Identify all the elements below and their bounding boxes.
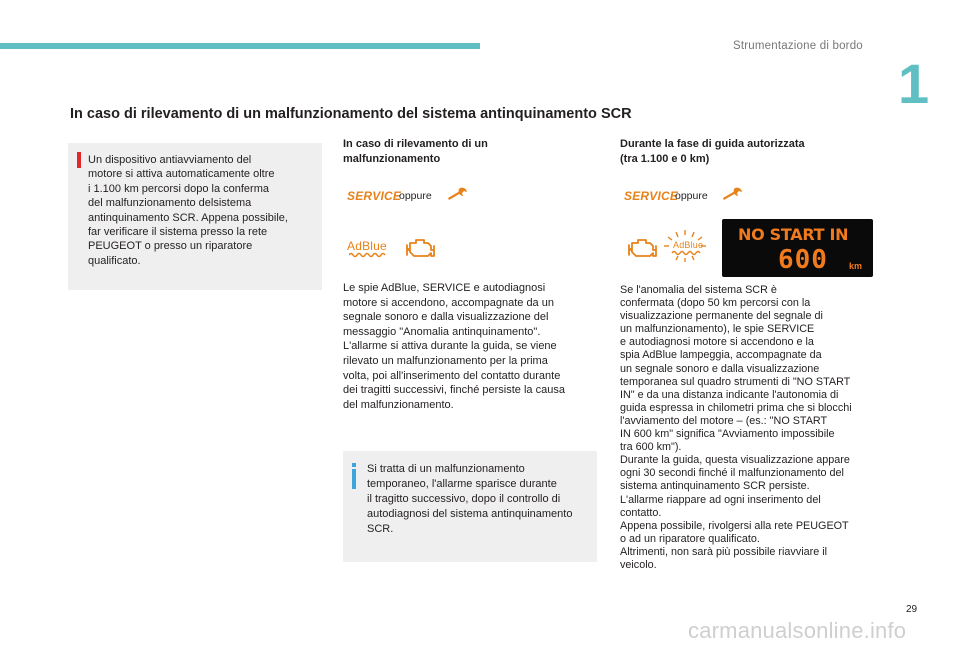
detection-body-text: Le spie AdBlue, SERVICE e autodiagnosi motore si accendono, accompagnate da un segnale sonoro e dalla visualizzazione del messaggio "Anomalia antinquinamento". L'allarme si attiva durante la guida, se viene rilevato un malfunzionamento per la prima volta, poi all'inserimento del contatto durante dei tragitti successivi, finché persiste la causa del malfunzionamento. [343,282,565,411]
service-warning-label: SERVICE [347,189,402,203]
running-header: Strumentazione di bordo [733,40,863,52]
warning-text: Un dispositivo antiavviamento del motore si attiva automaticamente oltre i 1.100 km percorsi dopo la conferma del malfunzionamento delsistema antinquinamento SCR. Appena possibile, far verificare il sistema presso la rete PEUGEOT o presso un riparatore qualificato. [88,154,288,267]
warning-box [68,143,322,290]
warning-exclamation-icon [77,152,81,168]
engine-check-icon [404,236,436,260]
display-no-start-text: NO START IN [738,225,849,244]
section-title: In caso di rilevamento di un malfunzionamento del sistema antinquinamento SCR [70,106,632,122]
detection-heading: In caso di rilevamento di un malfunzionamento [343,138,488,165]
wrench-icon-2 [720,184,744,204]
or-label: oppure [399,190,432,202]
page-number: 29 [906,604,918,615]
authorized-heading: Durante la fase di guida autorizzata (tra 1.100 e 0 km) [620,138,805,165]
adblue-wave-icon [349,252,387,258]
chapter-number: 1 [898,52,930,115]
watermark: carmanualsonline.info [688,618,907,643]
display-distance-value: 600 [778,245,828,275]
service-warning-label-2: SERVICE [624,189,679,203]
adblue-label-2: AdBlue [673,240,704,250]
instrument-display [722,219,873,277]
display-distance-unit: km [849,261,863,271]
info-box [343,451,597,562]
adblue-label: AdBlue [347,239,387,253]
info-i-dot-icon [352,463,356,467]
engine-check-icon-2 [626,236,658,260]
info-text: Si tratta di un malfunzionamento temporaneo, l'allarme sparisce durante il tragitto successivo, dopo il controllo di autodiagnosi del sistema antinquinamento SCR. [367,463,573,535]
authorized-body-text: Se l'anomalia del sistema SCR è confermata (dopo 50 km percorsi con la visualizzazione permanente del segnale di un malfunzionamento), le spie SERVICE e autodiagnosi motore si accendono e la spia AdBlue lampeggia, accompagnate da un segnale sonoro e dalla visualizzazione temporanea sul quadro strumenti di "NO START IN" e da una distanza indicante l'autonomia di guida espressa in chilometri prima che si blocchi l'avviamento del motore – (es.: "NO START IN 600 km" significa "Avviamento impossibile tra 600 km"). Durante la guida, questa visualizzazione appare ogni 30 secondi finché il malfunzionamento del sistema antinquinamento SCR persiste. L'allarme riappare ad ogni inserimento del contatto. Appena possibile, rivolgersi alla rete PEUGEOT o ad un riparatore qualificato. Altrimenti, non sarà più possibile riavviare il veicolo. [620,284,852,571]
info-i-icon [352,469,356,489]
or-label-2: oppure [675,190,708,202]
wrench-icon [445,184,469,204]
header-accent-bar [0,43,480,49]
